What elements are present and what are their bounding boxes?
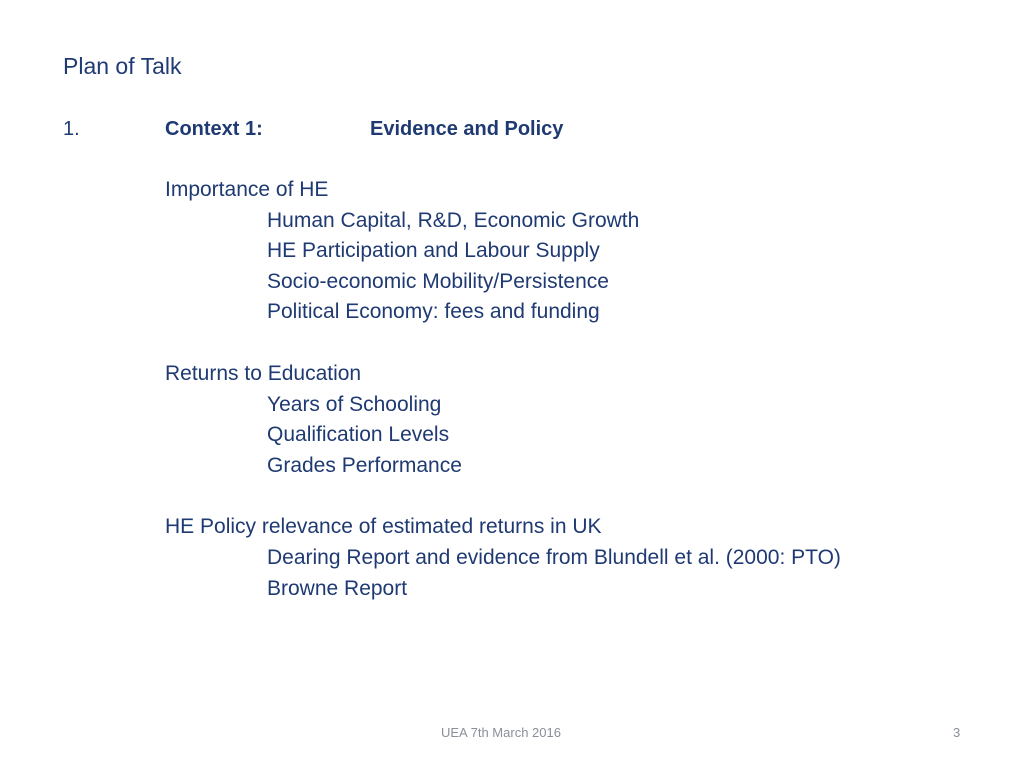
list-item: Browne Report: [267, 577, 408, 600]
page-number: 3: [953, 725, 961, 740]
slide-title: Plan of Talk: [63, 53, 182, 79]
heading-number: 1.: [63, 118, 80, 140]
section-title-policy: HE Policy relevance of estimated returns in UK: [165, 515, 602, 538]
list-item: Socio-economic Mobility/Persistence: [267, 270, 609, 293]
list-item: Grades Performance: [267, 454, 462, 477]
heading-topic: Evidence and Policy: [370, 118, 564, 140]
list-item: Years of Schooling: [267, 393, 442, 416]
list-item: Qualification Levels: [267, 423, 450, 446]
list-item: Political Economy: fees and funding: [267, 300, 600, 323]
list-item: Dearing Report and evidence from Blundell et al. (2000: PTO): [267, 546, 841, 569]
section-title-importance: Importance of HE: [165, 178, 329, 201]
footer-date: UEA 7th March 2016: [441, 725, 561, 740]
list-item: Human Capital, R&D, Economic Growth: [267, 209, 640, 232]
heading-context: Context 1:: [165, 118, 263, 140]
section-title-returns: Returns to Education: [165, 362, 362, 385]
list-item: HE Participation and Labour Supply: [267, 239, 600, 262]
